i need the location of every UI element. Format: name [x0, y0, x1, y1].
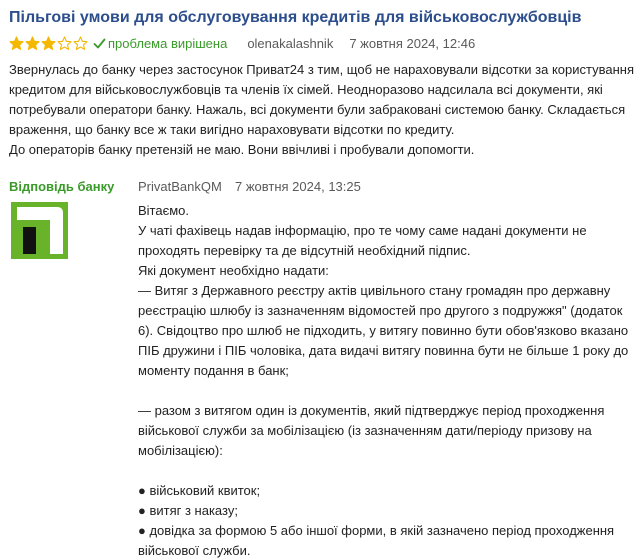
- bank-reply-author: PrivatBankQM: [138, 179, 222, 194]
- bank-reply-date: 7 жовтня 2024, 13:25: [235, 179, 361, 194]
- reply-line: Які документ необхідно надати:: [138, 263, 329, 278]
- star-empty-icon: [73, 36, 88, 51]
- review-paragraph: Звернулась до банку через застосунок Приват24 з тим, щоб не нараховували відсотки за користування кредитом для військовослужбовців та членів їх сімей. Неодноразово надсилала всі документи, які потребували оператори банку. Нажаль, всі документи були забраковані системою банку. Складається враження, що банку все ж таки вигідно нараховувати відсотки по кредиту.: [9, 62, 635, 137]
- review-author[interactable]: olenakalashnik: [247, 35, 334, 51]
- review-meta: [9, 34, 475, 52]
- review-body: [9, 60, 635, 160]
- privatbank-logo: [11, 202, 68, 259]
- star-filled-icon: [9, 36, 24, 51]
- bank-reply-label: Відповідь банку: [9, 179, 115, 194]
- reply-blank-line: [138, 381, 638, 401]
- check-icon: [93, 37, 106, 50]
- review-title[interactable]: Пільгові умови для обслуговування кредитів для військовослужбовців: [9, 9, 582, 26]
- reply-blank-line: [138, 461, 638, 481]
- status-text: проблема вирішена: [108, 35, 228, 51]
- reply-line: ● витяг з наказу;: [138, 503, 238, 518]
- star-rating: [9, 36, 89, 51]
- star-filled-icon: [25, 36, 40, 51]
- review-paragraph: До операторів банку претензій не маю. Вони ввічливі і пробували допомогти.: [9, 142, 475, 157]
- status-badge: [93, 36, 227, 51]
- reply-line: — Витяг з Державного реєстру актів цивільного стану громадян про державну реєстрацію шлюбу із зазначенням відомостей про другого з подружжя" (додаток 6). Свідоцтво про шлюб не підходить, у витягу повинно бути обов'язково вказано ПІБ дружини і ПІБ чоловіка, дата видачі витягу повинна бути не більше 1 року до моменту подання в банк;: [138, 283, 629, 378]
- reply-line: Вітаємо.: [138, 203, 190, 218]
- star-filled-icon: [41, 36, 56, 51]
- reply-line: У чаті фахівець надав інформацію, про те чому саме надані документи не проходять перевірку та де відсутній необхідний підпис.: [138, 223, 587, 258]
- reply-line: ● військовий квиток;: [138, 483, 261, 498]
- bank-reply-body: [138, 201, 638, 560]
- reply-line: ● довідка за формою 5 або іншої форми, в якій зазначено період проходження військової служби.: [138, 523, 615, 558]
- reply-line: — разом з витягом один із документів, який підтверджує період проходження військової служби за мобілізацією (із зазначенням дати/періоду призову на мобілізацією):: [138, 403, 605, 458]
- review-date: 7 жовтня 2024, 12:46: [349, 35, 476, 51]
- star-empty-icon: [57, 36, 72, 51]
